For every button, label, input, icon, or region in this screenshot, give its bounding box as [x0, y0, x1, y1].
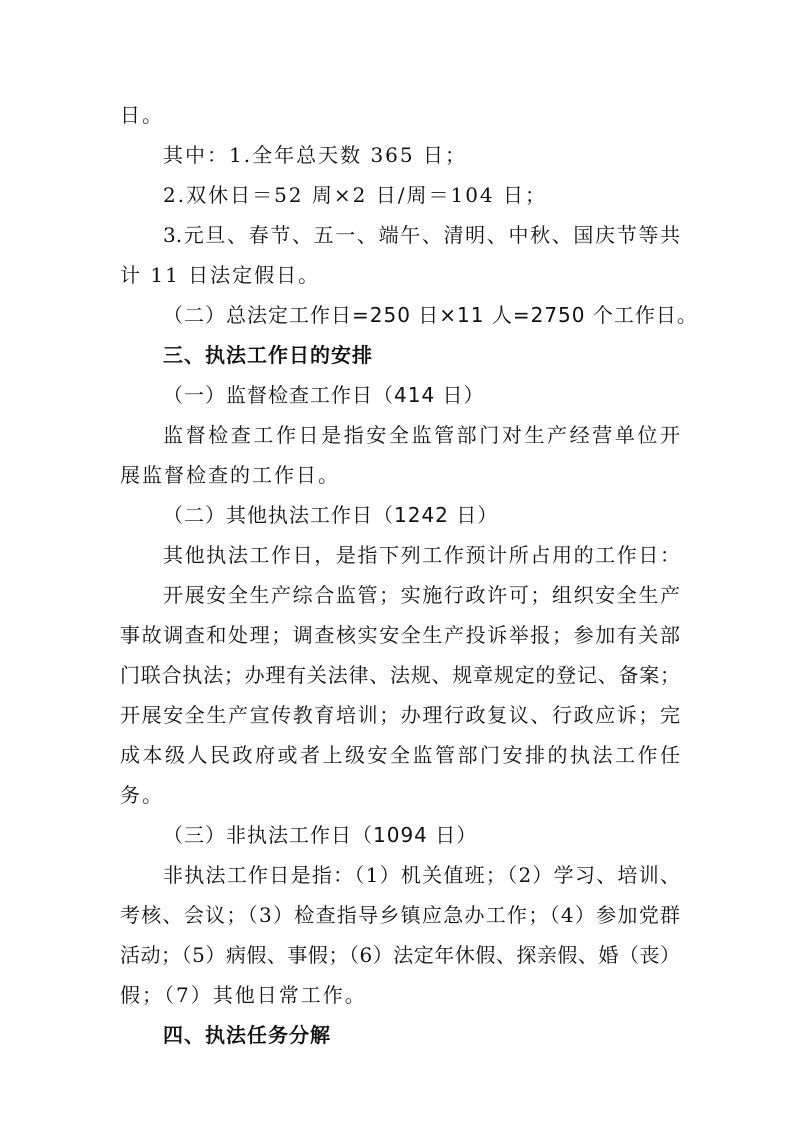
section-heading: 三、执法工作日的安排: [163, 343, 373, 367]
text-line: 考核、会议；（3）检查指导乡镇应急办工作；（4）参加党群: [120, 903, 680, 927]
text-line: 门联合执法；办理有关法律、法规、规章规定的登记、备案；: [120, 663, 680, 687]
text-line: 开展安全生产综合监管；实施行政许可；组织安全生产: [163, 583, 680, 607]
text-line: 活动；（5）病假、事假；（6）法定年休假、探亲假、婚（丧）: [120, 943, 680, 967]
text-line: 展监督检查的工作日。: [120, 463, 340, 487]
text-line: 其他执法工作日，是指下列工作预计所占用的工作日：: [163, 543, 680, 567]
text-line: 监督检查工作日是指安全监管部门对生产经营单位开: [163, 423, 680, 447]
text-line: 假；（7）其他日常工作。: [120, 983, 367, 1007]
text-line: 成本级人民政府或者上级安全监管部门安排的执法工作任: [120, 743, 680, 767]
text-line: 开展安全生产宣传教育培训；办理行政复议、行政应诉；完: [120, 703, 680, 727]
document-page: [120, 95, 698, 1055]
text-line: 3.元旦、春节、五一、端午、清明、中秋、国庆节等共: [163, 223, 680, 247]
text-line: 日。: [120, 103, 164, 127]
text-line: 计 11 日法定假日。: [120, 263, 321, 287]
text-line: 务。: [120, 783, 164, 807]
section-subheading: （二）其他执法工作日（1242 日）: [163, 503, 499, 527]
text-line: 其中：1.全年总天数 365 日；: [163, 143, 467, 167]
section-heading: 四、执法任务分解: [163, 1023, 331, 1047]
section-subheading: （三）非执法工作日（1094 日）: [163, 823, 478, 847]
section-subheading: （一）监督检查工作日（414 日）: [163, 383, 485, 407]
text-line: 非执法工作日是指：（1）机关值班；（2）学习、培训、: [163, 863, 680, 887]
text-line: 事故调查和处理；调查核实安全生产投诉举报；参加有关部: [120, 623, 680, 647]
text-line: 2.双休日＝52 周×2 日/周＝104 日；: [163, 183, 547, 207]
section-subheading: （二）总法定工作日=250 日×11 人=2750 个工作日。: [163, 303, 698, 327]
